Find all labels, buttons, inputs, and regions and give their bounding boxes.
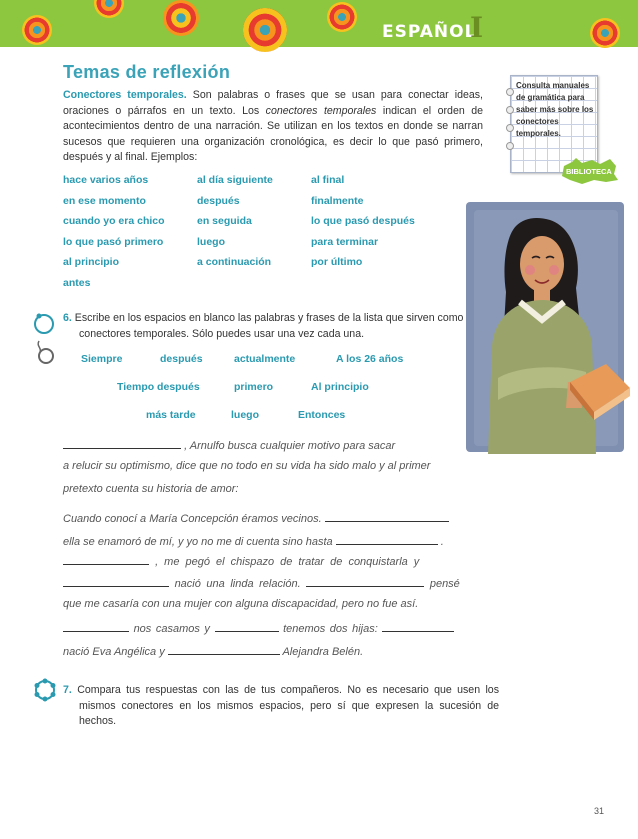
activity-6 [63, 311, 499, 342]
answer-blank[interactable] [215, 620, 279, 632]
connector-example: al principio [63, 256, 120, 268]
answer-blank[interactable] [168, 643, 280, 655]
binder-ring [506, 142, 514, 150]
connector-example: en ese momento [63, 195, 146, 207]
connector-example: lo que pasó primero [63, 236, 164, 248]
story-line [63, 553, 483, 568]
intro-keyword-italic: conectores temporales [265, 104, 377, 117]
story-text: pretexto cuenta su historia de amor: [63, 483, 239, 495]
story-text: nació Eva Angélica y [63, 646, 165, 658]
word-bank-item: Siempre [81, 353, 123, 365]
activity-number: 7. [63, 684, 72, 696]
connector-example: luego [197, 236, 225, 248]
story-text: tenemos dos hijas: [283, 623, 378, 635]
intro-keyword: Conectores temporales. [63, 89, 187, 101]
story-text: , Arnulfo busca cualquier motivo para sacar [184, 440, 396, 452]
intro-paragraph [63, 88, 483, 166]
word-bank-item: Tiempo después [117, 381, 200, 393]
connector-example: por último [311, 256, 363, 268]
connector-example: hace varios años [63, 174, 149, 186]
word-bank-item: actualmente [234, 353, 296, 365]
subject-label: ESPAÑOL [382, 22, 477, 42]
story-line [63, 620, 483, 635]
target-circle-icon [22, 15, 52, 45]
connector-example: antes [63, 277, 91, 289]
story-text: nos casamos y [133, 623, 210, 635]
target-circle-icon [327, 2, 357, 32]
story-line [63, 533, 483, 548]
story-line [63, 643, 483, 658]
story-text: , me pegó el chispazo de tratar de conquistarla y [155, 556, 420, 568]
book-illustration [566, 362, 632, 422]
team-work-icon [32, 677, 58, 703]
story-text: ella se enamoró de mí, y yo no me di cuenta sino hasta [63, 536, 333, 548]
word-bank-item: Al principio [311, 381, 369, 393]
connector-example: finalmente [311, 195, 364, 207]
word-bank-item: primero [234, 381, 274, 393]
answer-blank[interactable] [382, 620, 454, 632]
story-text: . [440, 536, 444, 548]
target-circle-icon [243, 8, 287, 52]
individual-work-icon [33, 311, 55, 335]
word-bank-item: A los 26 años [336, 353, 404, 365]
story-text: pensé [429, 578, 460, 590]
page-number: 31 [594, 806, 605, 816]
story-line [63, 437, 483, 452]
story-text: Cuando conocí a María Concepción éramos vecinos. [63, 513, 322, 525]
mouse-icon [34, 338, 56, 364]
answer-blank[interactable] [306, 575, 424, 587]
activity-7 [63, 683, 499, 730]
activity-text: Compara tus respuestas con las de tus compañeros. No es necesario que usen los mismos conectores en los mismos espacios, pero sí que expresen la sucesión de hechos. [77, 684, 499, 727]
answer-blank[interactable] [325, 510, 449, 522]
story-line [63, 483, 483, 495]
binder-ring [506, 106, 514, 114]
word-bank-item: luego [231, 409, 259, 421]
binder-ring [506, 88, 514, 96]
word-bank-item: más tarde [146, 409, 196, 421]
story-line [63, 510, 483, 525]
connector-example: en seguida [197, 215, 252, 227]
connector-example: lo que pasó después [311, 215, 415, 227]
intro-text: indican el orden de acontecimientos dentro de una narración. Se utilizan en los textos en donde se narran sucesos que requieren una organización cronológica, es decir lo que pasó primero, después y al final. Ejemplos: [63, 104, 483, 163]
target-circle-icon [590, 18, 620, 48]
story-text: nació una linda relación. [174, 578, 301, 590]
binder-ring [506, 124, 514, 132]
library-label: BIBLIOTECA [566, 167, 612, 176]
section-title: Temas de reflexión [63, 62, 231, 82]
answer-blank[interactable] [336, 533, 438, 545]
activity-text: Escribe en los espacios en blanco las palabras y frases de la lista que sirven como conectores temporales. Sólo puedes usar una vez cada una. [74, 312, 464, 340]
connector-example: al final [311, 174, 345, 186]
answer-blank[interactable] [63, 575, 169, 587]
connector-example: al día siguiente [197, 174, 273, 186]
connector-example: después [197, 195, 240, 207]
answer-blank[interactable] [63, 553, 149, 565]
story-text: que me casaría con una mujer con alguna discapacidad, pero no fue así. [63, 598, 419, 610]
target-circle-icon [163, 0, 199, 36]
connector-example: a continuación [197, 256, 272, 268]
connector-example: para terminar [311, 236, 379, 248]
story-line [63, 460, 483, 472]
word-bank-item: después [160, 353, 203, 365]
answer-blank[interactable] [63, 437, 181, 449]
story-text: Alejandra Belén. [282, 646, 364, 658]
word-bank-item: Entonces [298, 409, 346, 421]
connector-example: cuando yo era chico [63, 215, 165, 227]
story-line [63, 575, 483, 590]
answer-blank[interactable] [63, 620, 129, 632]
unit-number: I [470, 11, 484, 44]
intro-text: Son palabras o frases que se usan para conectar ideas, oraciones o párrafos en un texto. Los [63, 89, 483, 117]
story-text: a relucir su optimismo, dice que no todo en su vida ha sido malo y al primer [63, 460, 431, 472]
story-line [63, 598, 483, 610]
activity-number: 6. [63, 312, 72, 324]
tip-text: Consulta manuales de gramática para saber más sobre los conectores temporales. [516, 81, 594, 138]
